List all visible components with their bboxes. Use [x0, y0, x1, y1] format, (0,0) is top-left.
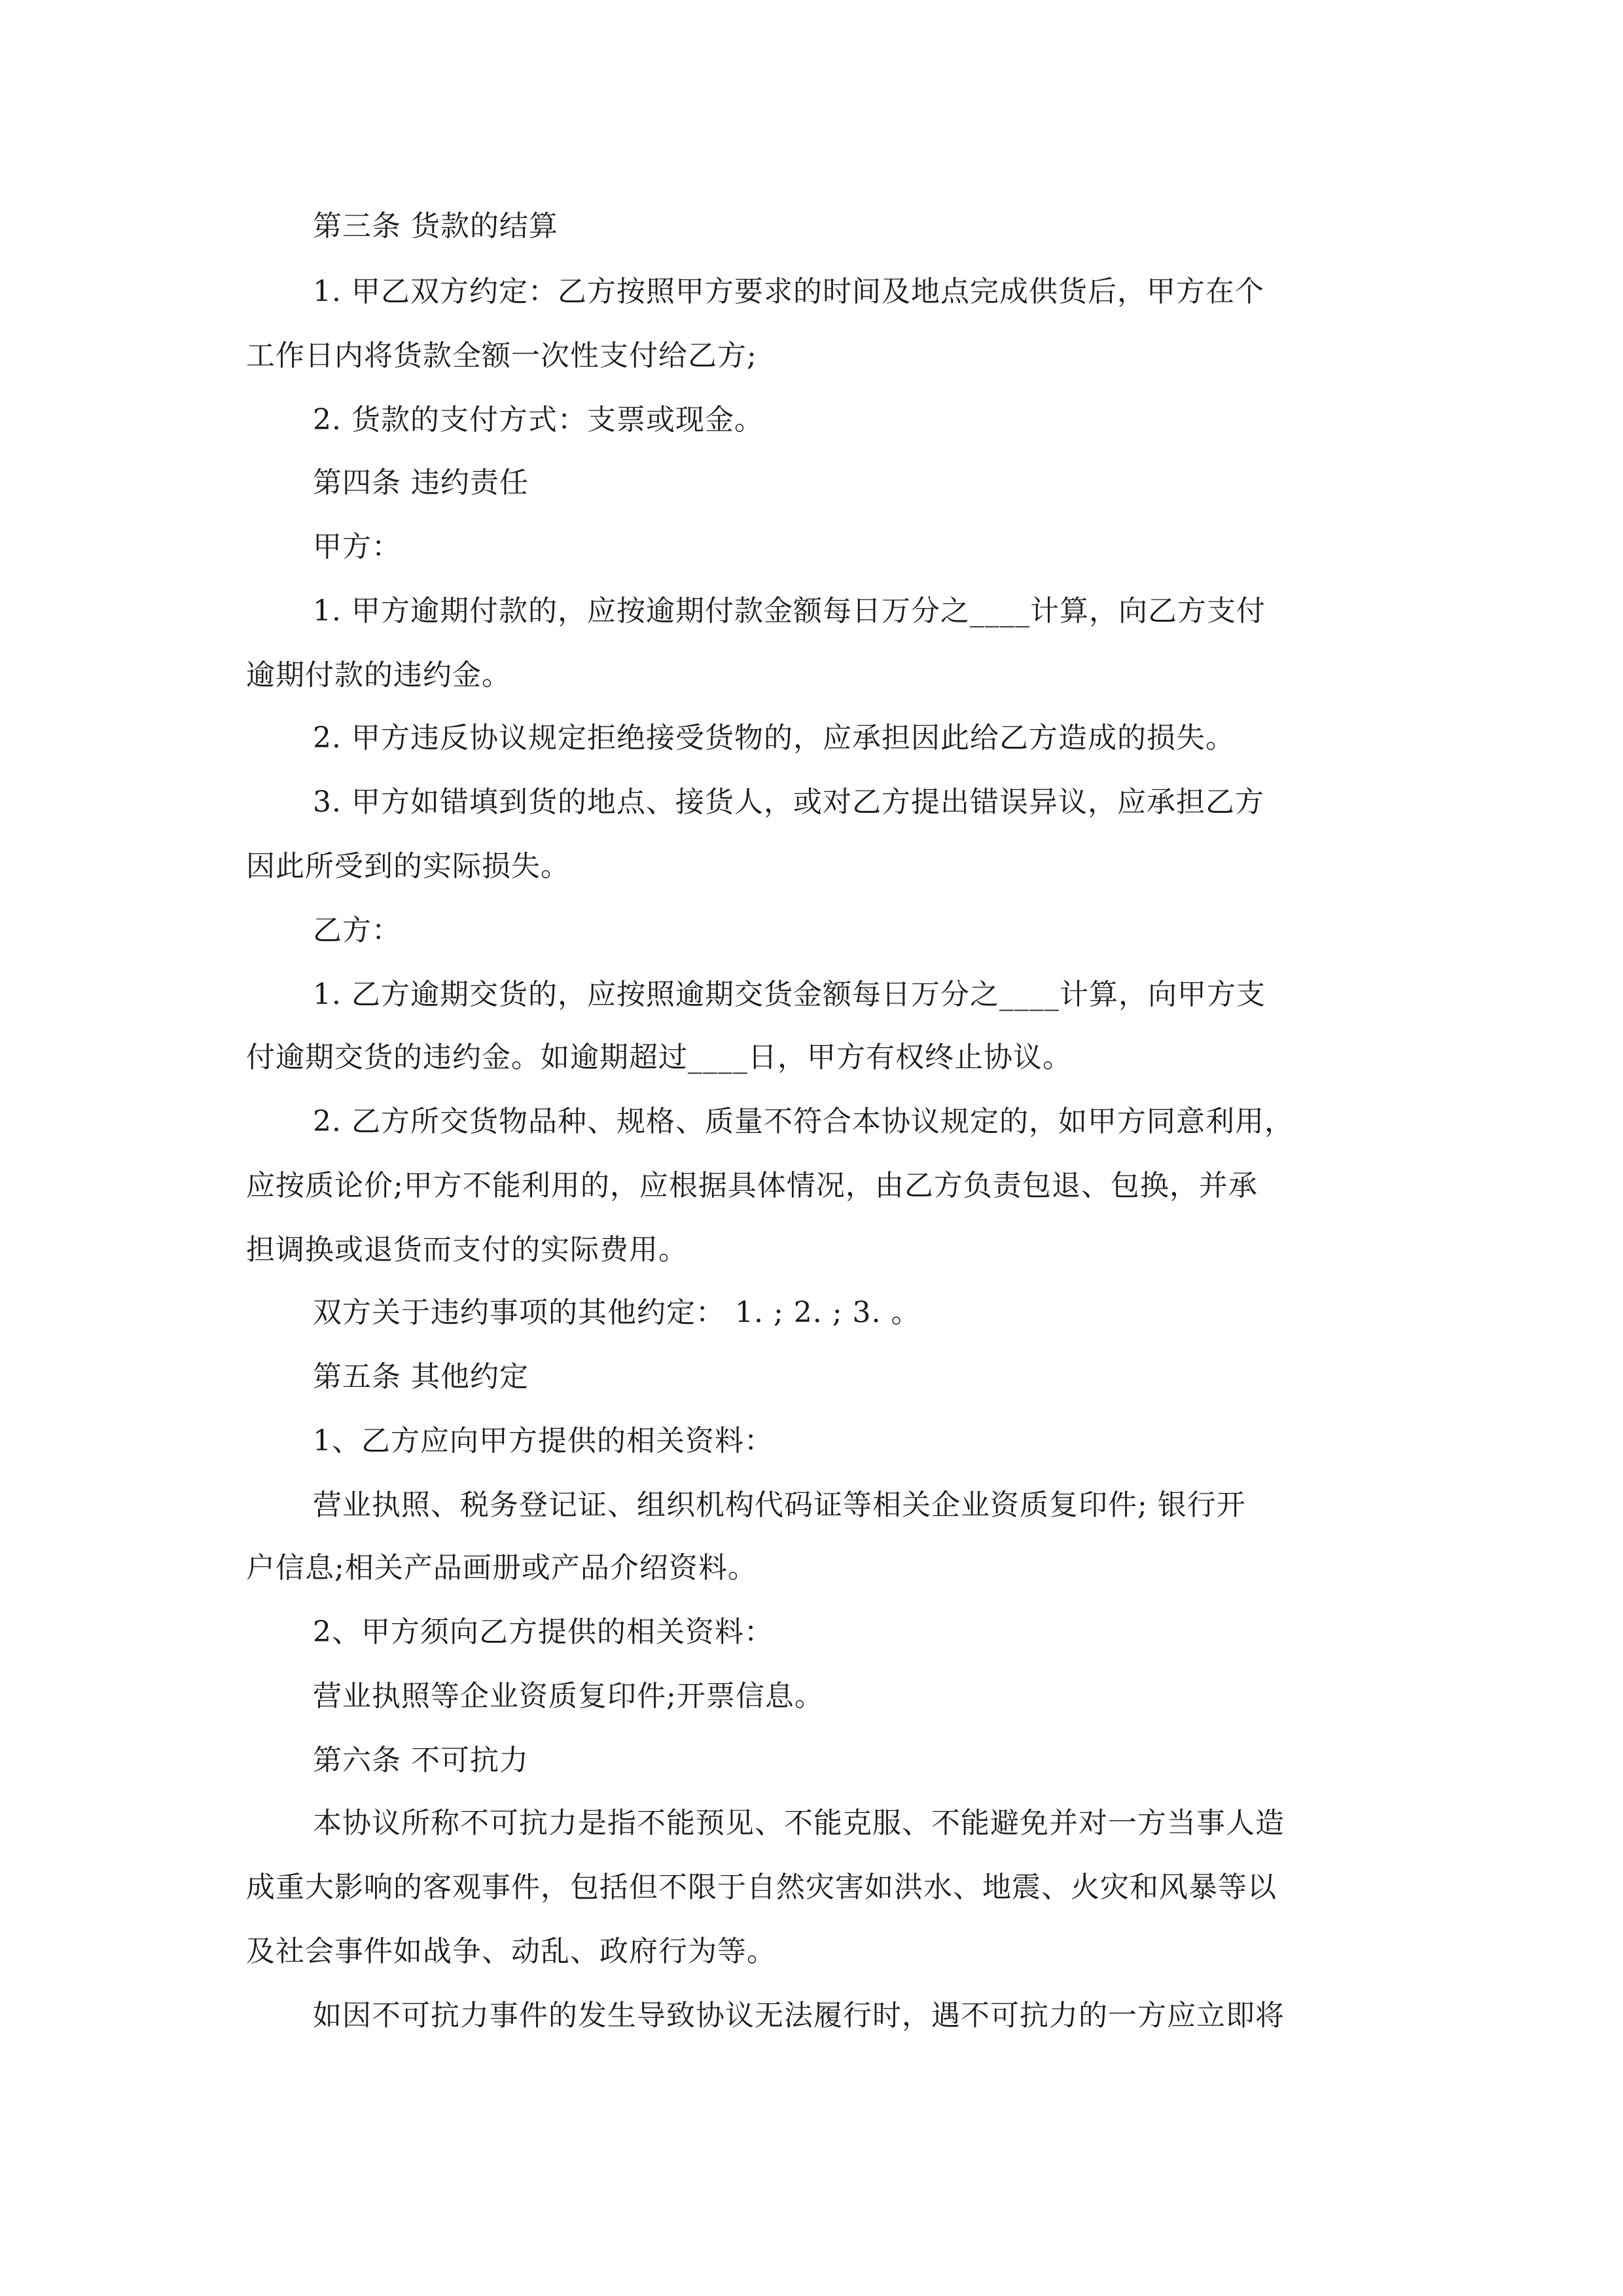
- paragraph-line: 担调换或退货而支付的实际费用。: [246, 1233, 688, 1266]
- paragraph-line: 成重大影响的客观事件，包括但不限于自然灾害如洪水、地震、火灾和风暴等以: [246, 1871, 1277, 1904]
- paragraph-line: 付逾期交货的违约金。如逾期超过____日，甲方有权终止协议。: [246, 1041, 1072, 1074]
- paragraph-line: 工作日内将货款全额一次性支付给乙方;: [246, 339, 757, 372]
- article-5-heading: 第五条 其他约定: [313, 1360, 529, 1393]
- paragraph-line: 逾期付款的违约金。: [246, 658, 511, 692]
- paragraph-line: 2. 乙方所交货物品种、规格、质量不符合本协议规定的，如甲方同意利用，: [313, 1105, 1294, 1138]
- paragraph-line: 本协议所称不可抗力是指不能预见、不能克服、不能避免并对一方当事人造: [313, 1806, 1285, 1840]
- paragraph-line: 1. 甲乙双方约定：乙方按照甲方要求的时间及地点完成供货后，甲方在个: [313, 275, 1264, 308]
- paragraph-line: 户信息;相关产品画册或产品介绍资料。: [246, 1551, 757, 1585]
- paragraph-line: 2. 货款的支付方式：支票或现金。: [313, 403, 764, 437]
- party-a-label: 甲方：: [313, 530, 401, 564]
- paragraph-line: 1、乙方应向甲方提供的相关资料：: [313, 1424, 774, 1458]
- paragraph-line: 2、甲方须向乙方提供的相关资料：: [313, 1615, 774, 1649]
- paragraph-line: 营业执照、税务登记证、组织机构代码证等相关企业资质复印件; 银行开: [313, 1488, 1246, 1522]
- paragraph-line: 3. 甲方如错填到货的地点、接货人，或对乙方提出错误异议，应承担乙方: [313, 785, 1264, 819]
- paragraph-line: 1. 乙方逾期交货的，应按照逾期交货金额每日万分之____计算，向甲方支: [313, 978, 1266, 1011]
- paragraph-line: 2. 甲方违反协议规定拒绝接受货物的，应承担因此给乙方造成的损失。: [313, 721, 1235, 755]
- paragraph-line: 双方关于违约事项的其他约定： 1. ; 2. ; 3. 。: [313, 1296, 921, 1329]
- article-6-heading: 第六条 不可抗力: [313, 1744, 529, 1777]
- paragraph-line: 因此所受到的实际损失。: [246, 850, 570, 883]
- paragraph-line: 应按质论价;甲方不能利用的，应根据具体情况，由乙方负责包退、包换，并承: [246, 1169, 1258, 1202]
- paragraph-line: 营业执照等企业资质复印件;开票信息。: [313, 1679, 824, 1713]
- article-3-heading: 第三条 货款的结算: [313, 209, 558, 243]
- paragraph-line: 如因不可抗力事件的发生导致协议无法履行时，遇不可抗力的一方应立即将: [313, 1999, 1285, 2032]
- paragraph-line: 1. 甲方逾期付款的，应按逾期付款金额每日万分之____计算，向乙方支付: [313, 594, 1266, 628]
- party-b-label: 乙方：: [313, 914, 401, 947]
- article-4-heading: 第四条 违约责任: [313, 466, 529, 499]
- paragraph-line: 及社会事件如战争、动乱、政府行为等。: [246, 1935, 776, 1968]
